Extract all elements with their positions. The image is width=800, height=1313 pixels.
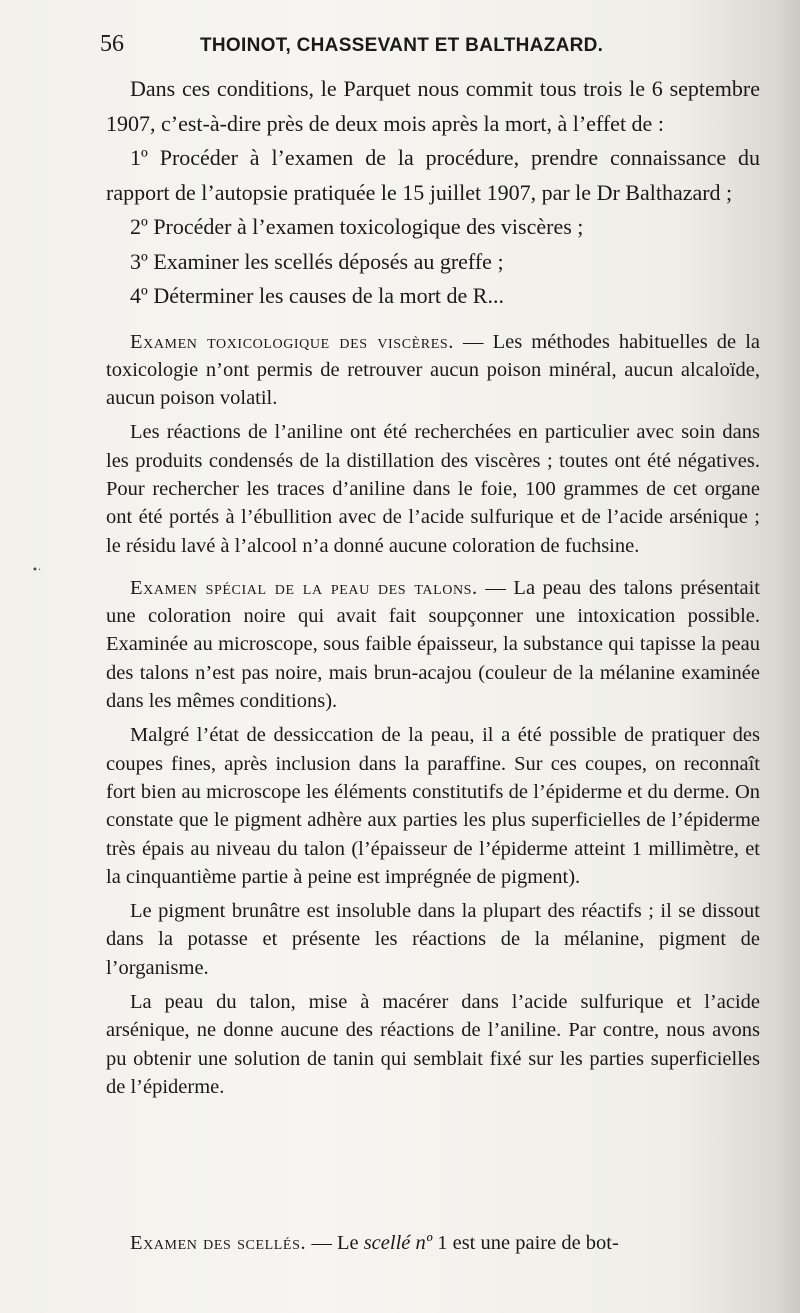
intro-paragraph: Dans ces conditions, le Parquet nous commit tous trois le 6 septembre 1907, c’est-à-dire près de deux mois après la mort, à l’effet de : — [106, 76, 760, 136]
section-lead-text: — La peau des talons présentait une coloration noire qui avait fait soupçonner une intoxication possible. Examinée au microscope, sous faible épaisseur, la substance qui tapisse la peau des talons n’est pas noire, mais brun-acajou (couleur de la mélanine examinée dans les mêmes conditions). — [106, 576, 760, 713]
mission-item: 3º Examiner les scellés déposés au greffe ; — [130, 248, 504, 274]
section-lead-paragraph — [106, 574, 760, 715]
section-lead-paragraph — [106, 328, 760, 413]
section-lead-text: — Les méthodes habituelles de la toxicologie n’ont permis de retrouver aucun poison minéral, aucun alcaloïde, aucun poison volatil. — [106, 330, 760, 410]
body-paragraph: Les réactions de l’aniline ont été recherchées en particulier avec soin dans les produits condensés de la distillation des viscères ; toutes ont été négatives. Pour rechercher les traces d’aniline dans le foie, 100 grammes de cet organe ont été portés à l’ébullition avec de l’acide sulfurique et de l’acide arsénique ; le résidu lavé à l’alcool n’a donné aucune coloration de fuchsine. — [106, 421, 760, 557]
page-body — [106, 72, 760, 1101]
running-head: THOINOT, CHASSEVANT ET BALTHAZARD. — [200, 35, 604, 56]
section-seals-exam — [106, 1232, 760, 1255]
section-heading: Examen toxicologique des viscères. — [130, 330, 454, 353]
page-header — [100, 31, 740, 65]
mission-item: 2º Procéder à l’examen toxicologique des viscères ; — [130, 214, 584, 239]
mission-item: 1º Procéder à l’examen de la procédure, prendre connaissance du rapport de l’autopsie pratiquée le 15 juillet 1907, par le Dr Balthazard ; — [106, 145, 760, 205]
page-number: 56 — [100, 31, 124, 57]
section-lead-text: — Le — [306, 1232, 364, 1254]
seal-reference: scellé nº — [363, 1232, 433, 1254]
section-heading: Examen des scellés. — [130, 1232, 307, 1254]
section-skin-exam — [106, 574, 760, 1101]
body-paragraph: Malgré l’état de dessiccation de la peau, il a été possible de pratiquer des coupes fines, après inclusion dans la paraffine. Sur ces coupes, on reconnaît fort bien au microscope les éléments constitutifs de l’épiderme et du derme. On constate que le pigment adhère aux parties les plus superficielles de l’épiderme très épais au niveau du talon (l’épaisseur de l’épiderme atteint 1 millimètre, et la cinquantième partie à peine est imprégnée de pigment). — [106, 724, 760, 888]
margin-mark: •· — [32, 565, 42, 576]
section-heading: Examen spécial de la peau des talons. — [130, 576, 478, 599]
mission-item: 4º Déterminer les causes de la mort de R... — [130, 283, 504, 308]
mission-list — [106, 141, 760, 314]
body-paragraph: La peau du talon, mise à macérer dans l’acide sulfurique et l’acide arsénique, ne donne aucune des réactions de l’aniline. Par contre, nous avons pu obtenir une solution de tanin qui semblait fixé sur les parties superficielles de l’épiderme. — [106, 991, 760, 1098]
body-paragraph: Le pigment brunâtre est insoluble dans la plupart des réactifs ; il se dissout dans la potasse et présente les réactions de la mélanine, pigment de l’organisme. — [106, 900, 760, 979]
section-lead-text-end: 1 est une paire de bot- — [432, 1232, 619, 1254]
section-toxicological-exam — [106, 328, 760, 560]
